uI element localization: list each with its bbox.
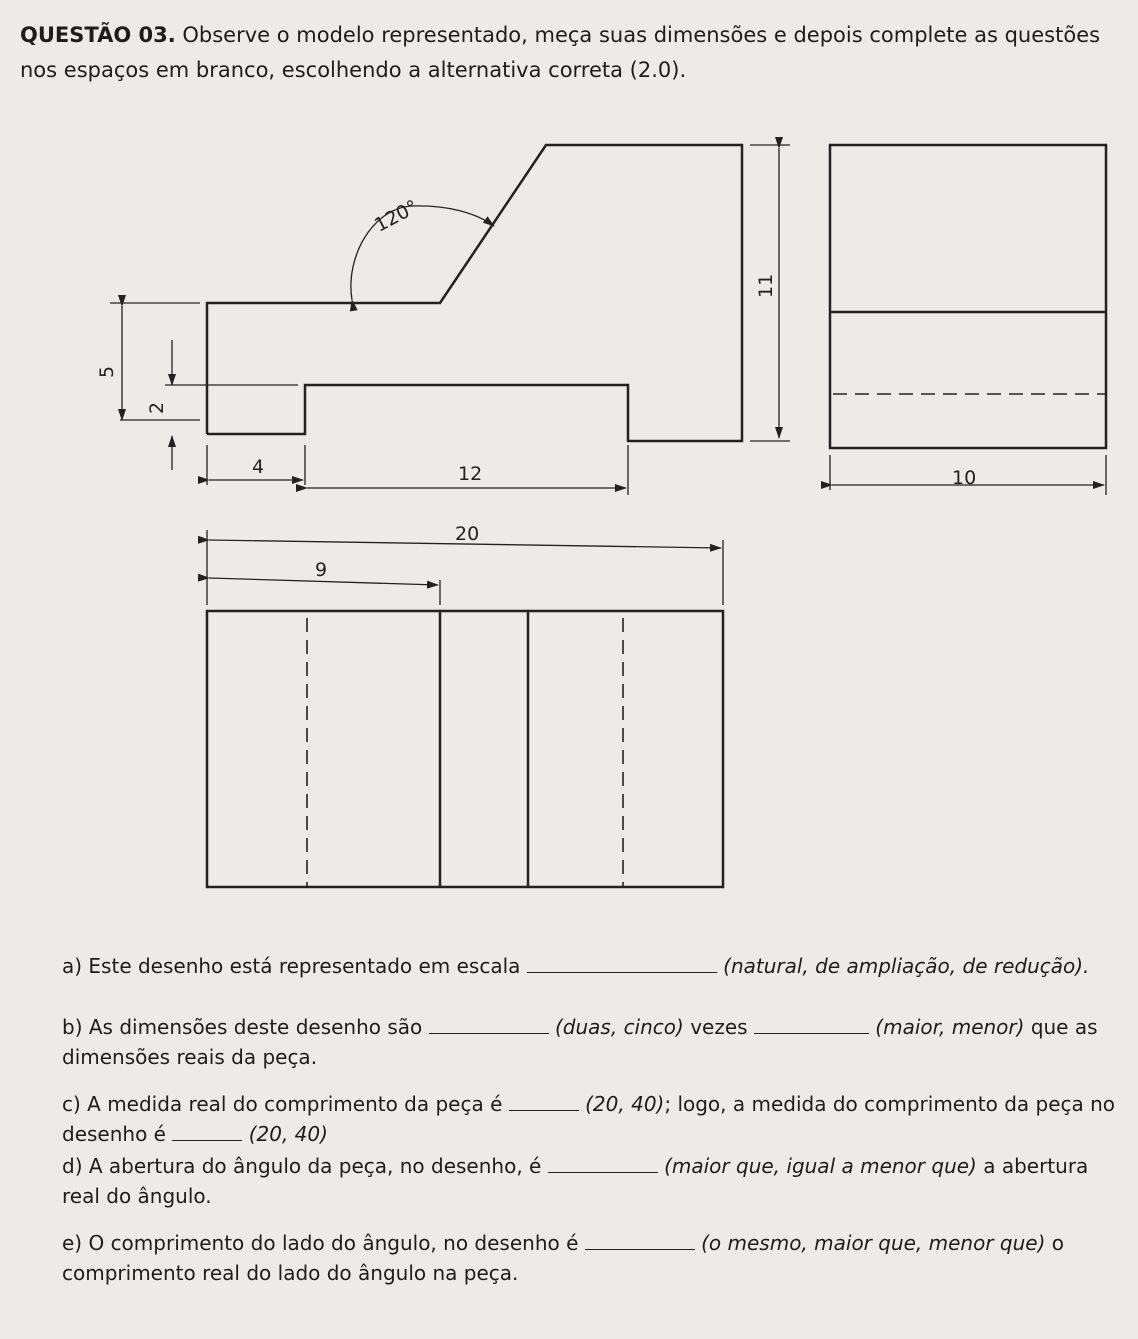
question-d-text: d) A abertura do ângulo da peça, no desenho, é	[62, 1154, 542, 1178]
question-e-suffix: o comprimento real do lado do ângulo na peça.	[62, 1231, 1065, 1285]
dim-2: 2	[146, 401, 168, 414]
answer-c1-blank[interactable]	[509, 1092, 579, 1111]
angle-label: 120°	[371, 195, 422, 237]
question-b	[62, 1012, 1122, 1072]
dim-5: 5	[96, 365, 118, 378]
question-a-options: (natural, de ampliação, de redução).	[723, 954, 1090, 978]
question-d-options: (maior que, igual a menor que)	[664, 1154, 977, 1178]
answer-e-blank[interactable]	[585, 1231, 695, 1250]
question-statement: Observe o modelo representado, meça suas dimensões e depois complete as questões nos espaços em branco, escolhendo a alternativa correta (2.0).	[20, 23, 1101, 82]
question-a	[62, 951, 1122, 981]
question-b-options2: (maior, menor)	[875, 1015, 1025, 1039]
question-c-text: c) A medida real do comprimento da peça é	[62, 1092, 503, 1116]
dim-4: 4	[252, 456, 265, 478]
answer-b1-blank[interactable]	[429, 1015, 549, 1034]
question-c-mid: ; logo, a medida do comprimento da peça no desenho é	[62, 1092, 1116, 1146]
dim-height-total: 11	[755, 273, 777, 298]
question-e-text: e) O comprimento do lado do ângulo, no desenho é	[62, 1231, 579, 1255]
answer-b2-blank[interactable]	[754, 1015, 869, 1034]
answer-c2-blank[interactable]	[172, 1122, 242, 1141]
question-c-options1: (20, 40)	[585, 1092, 665, 1116]
question-b-text: b) As dimensões deste desenho são	[62, 1015, 423, 1039]
question-e-options: (o mesmo, maior que, menor que)	[701, 1231, 1046, 1255]
question-c	[62, 1089, 1122, 1149]
answer-a-blank[interactable]	[527, 954, 717, 973]
answer-d-blank[interactable]	[548, 1154, 658, 1173]
question-number: QUESTÃO 03.	[20, 23, 176, 47]
dim-9: 9	[315, 559, 328, 581]
question-d-suffix: a abertura real do ângulo.	[62, 1154, 1089, 1208]
side-view	[830, 145, 1106, 448]
question-a-text: a) Este desenho está representado em escala	[62, 954, 521, 978]
front-view	[207, 145, 742, 441]
dim-20: 20	[455, 523, 480, 545]
dim-12: 12	[458, 463, 483, 485]
question-c-options2: (20, 40)	[248, 1122, 328, 1146]
question-b-mid: vezes	[690, 1015, 748, 1039]
question-d	[62, 1151, 1122, 1211]
question-b-options1: (duas, cinco)	[555, 1015, 684, 1039]
question-b-suffix: que as dimensões reais da peça.	[62, 1015, 1098, 1069]
top-view	[207, 611, 723, 887]
question-e	[62, 1228, 1122, 1288]
dim-10: 10	[952, 467, 977, 489]
